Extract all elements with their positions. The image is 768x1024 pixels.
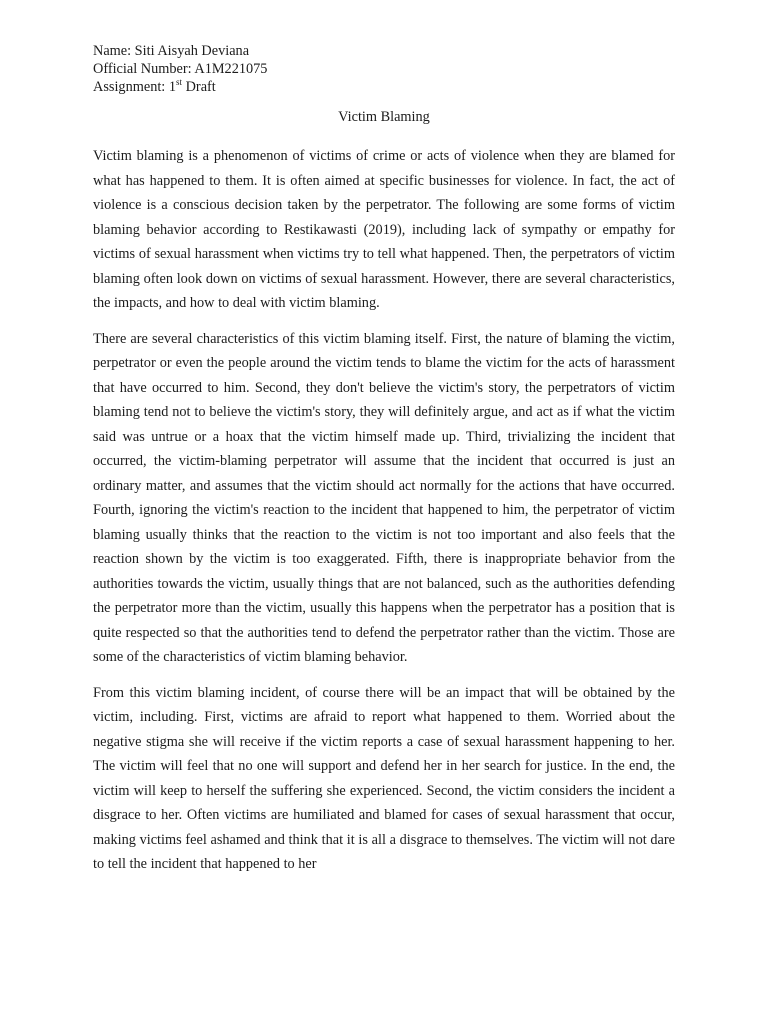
assignment-label: Assignment: 1 — [93, 79, 177, 95]
official-number: Official Number: A1M221075 — [93, 61, 268, 77]
paragraph-intro: Victim blaming is a phenomenon of victims of crime or acts of violence when they are blamed for what has happened to them. It is often aimed at specific businesses for violence. In fact, the act of violence is a conscious decision taken by the perpetrator. The following are some forms of victim blaming behavior according to Restikawasti (2019), including lack of sympathy or empathy for victims of sexual harassment when victims try to tell what happened. Then, the perpetrators of victim blaming often look down on victims of sexual harassment. However, there are several characteristics, the impacts, and how to deal with victim blaming. — [93, 148, 675, 311]
student-name: Name: Siti Aisyah Deviana — [93, 43, 250, 59]
paragraph-characteristics: There are several characteristics of this victim blaming itself. First, the nature of blaming the victim, perpetrator or even the people around the victim tends to blame the victim for the acts of harassment that have occurred to him. Second, they don't believe the victim's story, the perpetrators of victim blaming tend not to believe the victim's story, they will definitely argue, and act as if what the victim said was untrue or a hoax that the victim himself made up. Third, trivializing the incident that occurred, the victim-blaming perpetrator will assume that the incident that occurred is just an ordinary matter, and assumes that the victim should act normally for the actions that have occurred. Fourth, ignoring the victim's reaction to the incident that happened to him, the perpetrator of victim blaming usually thinks that the reaction to the victim is not too important and also feels that the reaction shown by the victim is too exaggerated. Fifth, there is inappropriate behavior from the authorities towards the victim, usually things that are not balanced, such as the authorities defending the perpetrator more than the victim, usually this happens when the perpetrator has a position that is quite respected so that the authorities tend to defend the perpetrator rather than the victim. Those are some of the characteristics of victim blaming behavior. — [93, 330, 675, 665]
document-title: Victim Blaming — [338, 109, 430, 125]
document-body — [93, 144, 675, 888]
student-header — [93, 42, 267, 96]
assignment-ordinal-suffix: st — [176, 77, 183, 88]
assignment-draft-label: Draft — [182, 79, 216, 95]
paragraph-impacts: From this victim blaming incident, of course there will be an impact that will be obtained by the victim, including. First, victims are afraid to report what happened to them. Worried about the negative stigma she will receive if the victim reports a case of sexual harassment happening to her. The victim will feel that no one will support and defend her in her search for justice. In the end, the victim will keep to herself the suffering she experienced. Second, the victim considers the incident a disgrace to her. Often victims are humiliated and blamed for cases of sexual harassment that occur, making victims feel ashamed and think that it is all a disgrace to themselves. The victim will not dare to tell the incident that happened to her — [93, 684, 675, 872]
assignment-line — [93, 78, 267, 96]
